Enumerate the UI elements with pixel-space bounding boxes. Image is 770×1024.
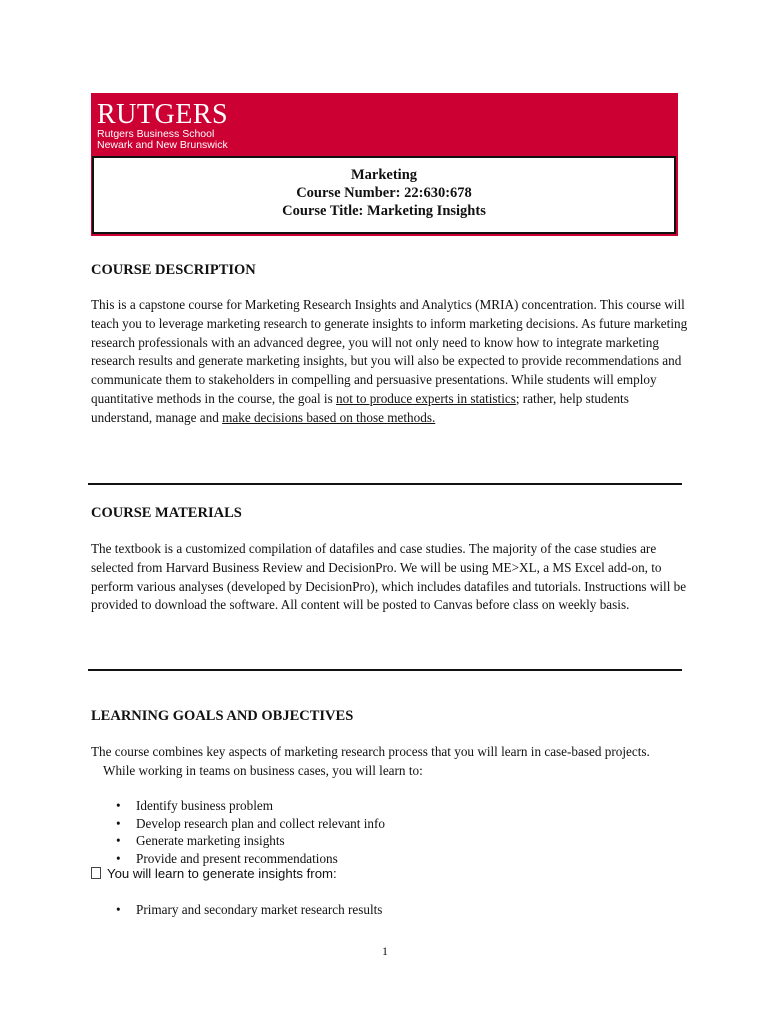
list-item: • Generate marketing insights [116, 833, 285, 848]
description-text [91, 296, 691, 428]
section-divider [88, 483, 682, 485]
description-text-a: This is a capstone course for Marketing Research Insights and Analytics (MRIA) concentration. This course will teach you to leverage marketing research to generate insights to inform marketing decisions. As future marketing research professionals with an advanced degree, you will not only need to know how to integrate marketing research results and generate marketing insights, but you will also be expected to provide recommendations and communicate them to stakeholders in compelling and persuasive presentations. While students will employ quantitative methods in the course, the goal is [91, 297, 688, 406]
school-name: Rutgers Business School [97, 128, 215, 140]
course-title: Course Title: Marketing Insights [282, 203, 486, 219]
goals-intro-line1: The course combines key aspects of marketing research process that you will learn in case-based projects. [91, 744, 650, 759]
list-item: • Identify business problem [116, 798, 273, 813]
insights-subheading: You will learn to generate insights from: [91, 866, 337, 881]
checkbox-glyph-icon [91, 867, 101, 879]
insights-list [91, 901, 382, 919]
description-heading: COURSE DESCRIPTION [91, 262, 256, 278]
section-divider [88, 669, 682, 671]
goals-intro [91, 743, 711, 781]
materials-heading: COURSE MATERIALS [91, 505, 242, 521]
goals-heading: LEARNING GOALS AND OBJECTIVES [91, 708, 354, 724]
rutgers-logo: RUTGERS [97, 99, 229, 130]
subject-line: Marketing [350, 167, 418, 183]
description-underline-1: not to produce experts in statistics [336, 390, 516, 406]
goals-intro-line2: While working in teams on business cases, you will learn to: [103, 762, 423, 778]
course-title-box [92, 156, 676, 234]
list-item: • Develop research plan and collect relevant info [116, 815, 385, 831]
goals-list [91, 797, 385, 867]
materials-text: The textbook is a customized compilation of datafiles and case studies. The majority of the case studies are selected from Harvard Business Review and DecisionPro. We will be using ME>XL, a MS Excel add-on, to perform various analyses (developed by DecisionPro), which includes datafiles and tutorials. Instructions will be provided to download the software. All content will be posted to Canvas before class on weekly basis. [91, 541, 687, 613]
description-text-b: ; rather, help students understand, manage and [91, 390, 629, 425]
description-underline-2: make decisions based on those methods. [222, 409, 436, 425]
list-item: • Primary and secondary market research results [116, 902, 383, 917]
list-item: • Provide and present recommendations [116, 850, 338, 866]
page-number: 1 [382, 944, 388, 958]
campus-name: Newark and New Brunswick [97, 139, 228, 151]
course-number: Course Number: 22:630:678 [296, 185, 472, 201]
